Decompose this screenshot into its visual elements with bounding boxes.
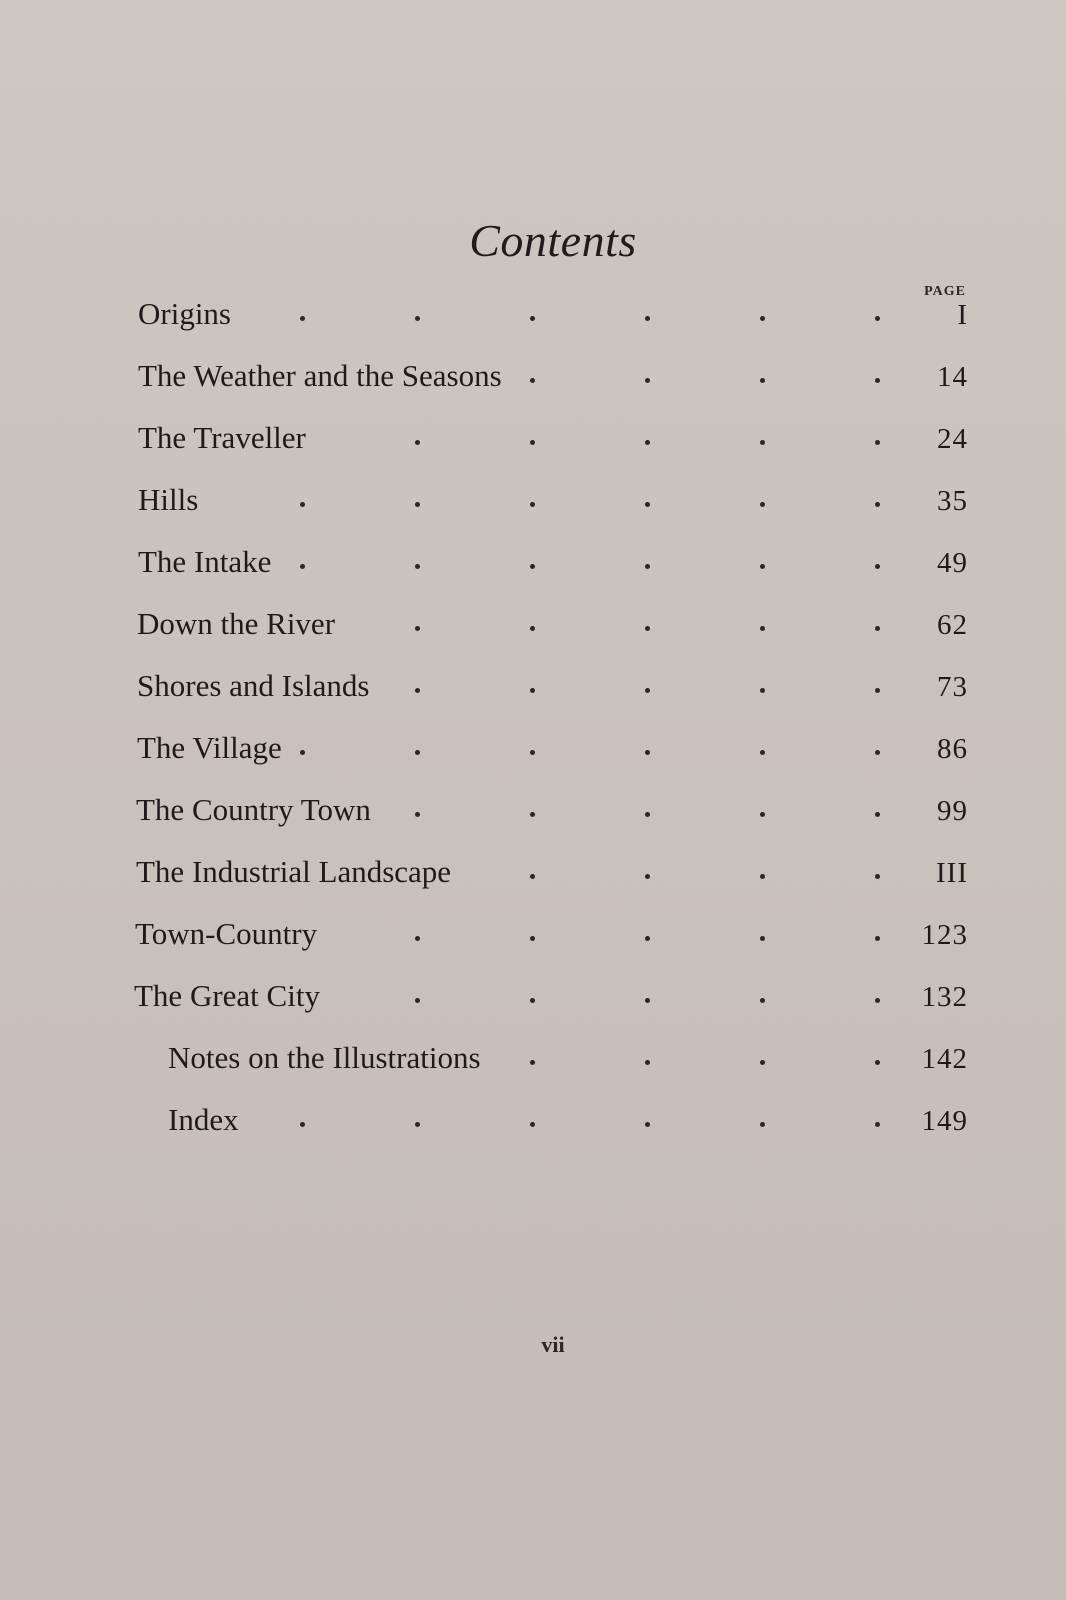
leader-dot (415, 316, 420, 321)
leader-dot (875, 936, 880, 941)
toc-entry-page: 123 (921, 919, 968, 951)
toc-entry-title: The Country Town (136, 792, 371, 827)
leader-dot (645, 316, 650, 321)
leader-dot (875, 378, 880, 383)
toc-entry-page: 62 (937, 609, 968, 641)
toc-entry (0, 1102, 1066, 1152)
toc-entry (0, 668, 1066, 718)
leader-dot (875, 316, 880, 321)
leader-dot (875, 874, 880, 879)
toc-entry-page: I (957, 299, 968, 331)
toc-entry (0, 606, 1066, 656)
toc-entry (0, 978, 1066, 1028)
leader-dot (760, 874, 765, 879)
leader-dot (875, 812, 880, 817)
leader-dot (875, 998, 880, 1003)
leader-dot (875, 626, 880, 631)
leader-dot (760, 936, 765, 941)
leader-dot (415, 564, 420, 569)
leader-dot (760, 564, 765, 569)
leader-dot (760, 812, 765, 817)
leader-dot (530, 502, 535, 507)
leader-dot (645, 564, 650, 569)
leader-dot (760, 998, 765, 1003)
leader-dot (300, 1122, 305, 1127)
toc-entry (0, 916, 1066, 966)
leader-dot (530, 998, 535, 1003)
leader-dot (875, 688, 880, 693)
leader-dot (300, 316, 305, 321)
leader-dot (415, 936, 420, 941)
leader-dot (645, 1122, 650, 1127)
leader-dot (875, 1122, 880, 1127)
leader-dot (760, 440, 765, 445)
leader-dot (530, 874, 535, 879)
leader-dot (645, 626, 650, 631)
leader-dot (760, 1122, 765, 1127)
leader-dot (645, 874, 650, 879)
leader-dot (760, 626, 765, 631)
leader-dot (645, 1060, 650, 1065)
toc-entry-page: 132 (921, 981, 968, 1013)
leader-dot (415, 812, 420, 817)
leader-dot (760, 316, 765, 321)
leader-dot (875, 440, 880, 445)
page-title: Contents (469, 215, 637, 266)
leader-dot (530, 812, 535, 817)
leader-dot (645, 998, 650, 1003)
leader-dot (300, 750, 305, 755)
leader-dot (875, 502, 880, 507)
leader-dot (415, 998, 420, 1003)
leader-dot (760, 688, 765, 693)
leader-dot (760, 750, 765, 755)
toc-entry-title: Notes on the Illustrations (168, 1040, 481, 1075)
toc-entry-page: 99 (937, 795, 968, 827)
leader-dot (760, 502, 765, 507)
leader-dot (530, 936, 535, 941)
toc-entry (0, 730, 1066, 780)
leader-dot (645, 936, 650, 941)
toc-entry-title: Down the River (137, 606, 336, 641)
toc-entry (0, 1040, 1066, 1090)
leader-dot (415, 688, 420, 693)
leader-dot (530, 1122, 535, 1127)
toc-entry (0, 482, 1066, 532)
toc-entry-title: Origins (138, 296, 231, 331)
toc-entry-title: The Traveller (138, 420, 306, 455)
leader-dot (415, 626, 420, 631)
page-number: vii (541, 1332, 565, 1357)
toc-entry-title: Index (168, 1102, 239, 1137)
toc-entry-title: The Great City (134, 978, 320, 1013)
toc-entry-page: 73 (937, 671, 968, 703)
toc-entry (0, 792, 1066, 842)
page-column-header: PAGE (924, 284, 966, 299)
leader-dot (645, 812, 650, 817)
leader-dot (415, 1122, 420, 1127)
toc-entry (0, 296, 1066, 346)
toc-entry (0, 854, 1066, 904)
leader-dot (645, 378, 650, 383)
leader-dot (530, 316, 535, 321)
toc-entry-title: The Industrial Landscape (136, 854, 452, 889)
leader-dot (875, 1060, 880, 1065)
leader-dot (415, 750, 420, 755)
toc-entry-title: The Intake (138, 544, 272, 579)
toc-entry-page: 35 (937, 485, 968, 517)
toc-entry (0, 420, 1066, 470)
leader-dot (645, 440, 650, 445)
toc-entry (0, 358, 1066, 408)
toc-entry (0, 544, 1066, 594)
leader-dot (530, 564, 535, 569)
leader-dot (530, 1060, 535, 1065)
leader-dot (530, 688, 535, 693)
leader-dot (760, 378, 765, 383)
leader-dot (645, 750, 650, 755)
leader-dot (300, 502, 305, 507)
leader-dot (530, 440, 535, 445)
toc-entry-title: Town-Country (135, 916, 318, 951)
leader-dot (645, 688, 650, 693)
toc-entry-page: 142 (921, 1043, 968, 1075)
leader-dot (645, 502, 650, 507)
toc-entry-page: 24 (937, 423, 968, 455)
toc-entry-page: 14 (937, 361, 968, 393)
toc-entry-title: Shores and Islands (137, 668, 370, 703)
leader-dot (530, 750, 535, 755)
toc-entry-title: Hills (138, 482, 199, 517)
leader-dot (760, 1060, 765, 1065)
toc-entry-page: III (936, 857, 968, 889)
leader-dot (530, 378, 535, 383)
toc-entry-page: 149 (921, 1105, 968, 1137)
leader-dot (415, 440, 420, 445)
toc-entry-title: The Village (137, 730, 282, 765)
toc-entry-page: 49 (937, 547, 968, 579)
leader-dot (300, 564, 305, 569)
leader-dot (415, 502, 420, 507)
leader-dot (530, 626, 535, 631)
leader-dot (875, 564, 880, 569)
toc-entry-title: The Weather and the Seasons (138, 358, 502, 393)
leader-dot (875, 750, 880, 755)
toc-entry-page: 86 (937, 733, 968, 765)
